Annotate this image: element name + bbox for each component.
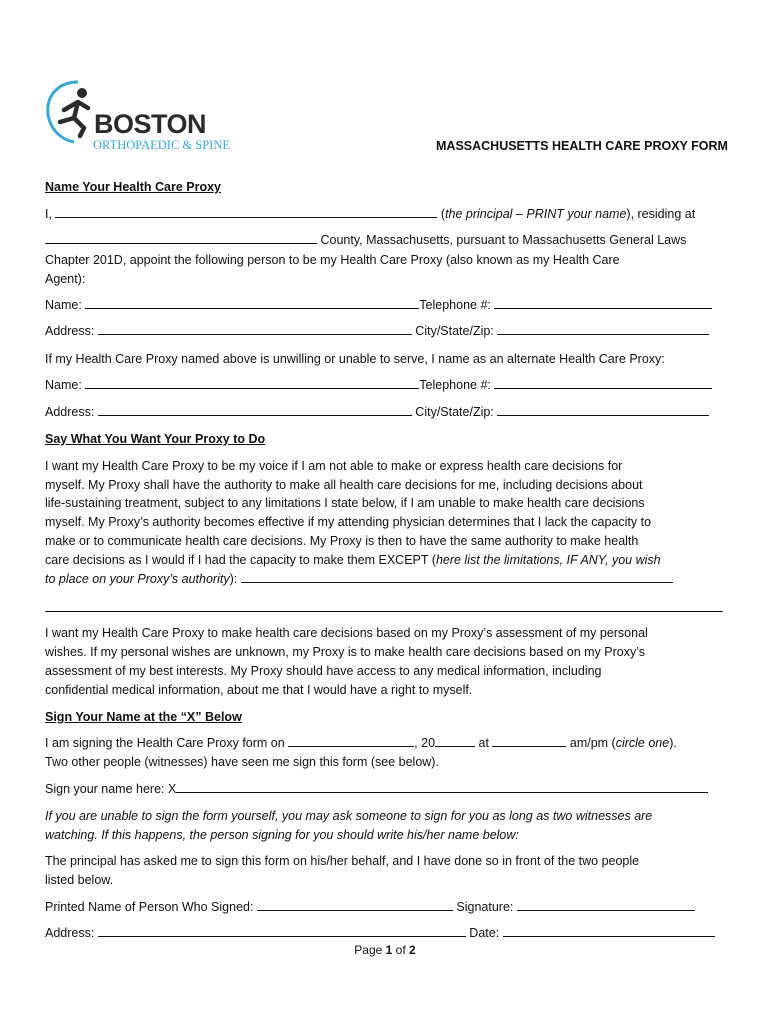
signer-address-field[interactable] <box>98 925 466 937</box>
logo-name: BOSTON <box>94 109 207 139</box>
signing-year-field[interactable] <box>435 735 475 747</box>
signature-field[interactable] <box>517 899 695 911</box>
section-heading-name-proxy: Name Your Health Care Proxy <box>45 180 221 194</box>
unable-line: If you are unable to sign the form yourself, you may ask someone to sign for you as long as two witnesses are <box>45 809 653 823</box>
paragraph-line: I want my Health Care Proxy to make health care decisions based on my Proxy’s assessment of my personal <box>45 626 648 640</box>
paragraph-line: make or to communicate health care decisions. My Proxy is then to have the same authority to make health <box>45 534 639 548</box>
alternate-address-row: Address: City/State/Zip: <box>45 403 709 421</box>
limitations-field-continued[interactable] <box>45 611 723 612</box>
section-heading-sign: Sign Your Name at the “X” Below <box>45 710 242 724</box>
paragraph-line: myself. My Proxy’s authority becomes effective if my attending physician determines that I lack the capacity to <box>45 515 652 529</box>
county-line: County, Massachusetts, pursuant to Massachusetts General Laws <box>45 231 686 249</box>
signature-x-field[interactable] <box>176 781 708 793</box>
signing-date-line: I am signing the Health Care Proxy form on , 20 at am/pm (circle one). <box>45 736 677 750</box>
logo-subtitle: ORTHOPAEDIC & SPINE <box>93 138 230 152</box>
principal-asked-line: The principal has asked me to sign this form on his/her behalf, and I have done so in front of the two people <box>45 854 640 868</box>
page-number: 1 <box>385 943 393 957</box>
principal-line: I, (the principal – PRINT your name), residing at <box>45 207 696 221</box>
form-title: MASSACHUSETTS HEALTH CARE PROXY FORM <box>436 139 728 153</box>
page-total: 2 <box>409 943 416 957</box>
limitations-line: to place on your Proxy’s authority): <box>45 570 673 588</box>
paragraph-line: I want my Health Care Proxy to be my voice if I am not able to make or express health care decisions for <box>45 459 623 473</box>
limitations-field[interactable] <box>241 571 673 583</box>
company-logo <box>44 78 230 158</box>
printed-name-field[interactable] <box>257 899 453 911</box>
signer-address-row: Address: Date: <box>45 924 715 942</box>
alternate-city-field[interactable] <box>497 404 709 416</box>
paragraph-line: life-sustaining treatment, subject to any limitations I state below, if I am unable to make health care decisions <box>45 496 645 510</box>
proxy-name-field[interactable] <box>85 297 419 309</box>
proxy-name-row: Name: Telephone #: <box>45 296 712 314</box>
proxy-city-field[interactable] <box>497 323 709 335</box>
signing-time-field[interactable] <box>492 735 566 747</box>
witness-line: Two other people (witnesses) have seen me sign this form (see below). <box>45 755 439 769</box>
page-footer: Page 1 of 2 <box>354 943 416 957</box>
paragraph-line: myself. My Proxy shall have the authority to make all health care decisions for me, including decisions about <box>45 478 643 492</box>
except-line: care decisions as I would if I had the capacity to make them EXCEPT (here list the limitations, IF ANY, you wish <box>45 553 661 567</box>
chapter-line: Chapter 201D, appoint the following person to be my Health Care Proxy (also known as my Health Care <box>45 253 620 267</box>
principal-name-field[interactable] <box>55 206 437 218</box>
sign-here-row: Sign your name here: X <box>45 780 708 798</box>
alternate-name-row: Name: Telephone #: <box>45 376 712 394</box>
principal-asked-line: listed below. <box>45 873 114 887</box>
printed-name-row: Printed Name of Person Who Signed: Signature: <box>45 898 695 916</box>
alternate-text: If my Health Care Proxy named above is unwilling or unable to serve, I name as an alternate Health Care Proxy: <box>45 352 665 366</box>
proxy-address-field[interactable] <box>98 323 412 335</box>
signer-date-field[interactable] <box>503 925 715 937</box>
section-heading-proxy-do: Say What You Want Your Proxy to Do <box>45 432 266 446</box>
paragraph-line: confidential medical information, about me that I would have a right to myself. <box>45 683 473 697</box>
county-field[interactable] <box>45 232 317 244</box>
signing-date-field[interactable] <box>288 735 414 747</box>
paragraph-line: wishes. If my personal wishes are unknown, my Proxy is to make health care decisions based on my Proxy’s <box>45 645 646 659</box>
proxy-telephone-field[interactable] <box>494 297 712 309</box>
paragraph-line: assessment of my best interests. My Proxy should have access to any medical information, including <box>45 664 602 678</box>
unable-line: watching. If this happens, the person signing for you should write his/her name below: <box>45 828 519 842</box>
alternate-address-field[interactable] <box>98 404 412 416</box>
alternate-name-field[interactable] <box>85 377 419 389</box>
agent-line: Agent): <box>45 272 86 286</box>
proxy-address-row: Address: City/State/Zip: <box>45 322 709 340</box>
alternate-telephone-field[interactable] <box>494 377 712 389</box>
